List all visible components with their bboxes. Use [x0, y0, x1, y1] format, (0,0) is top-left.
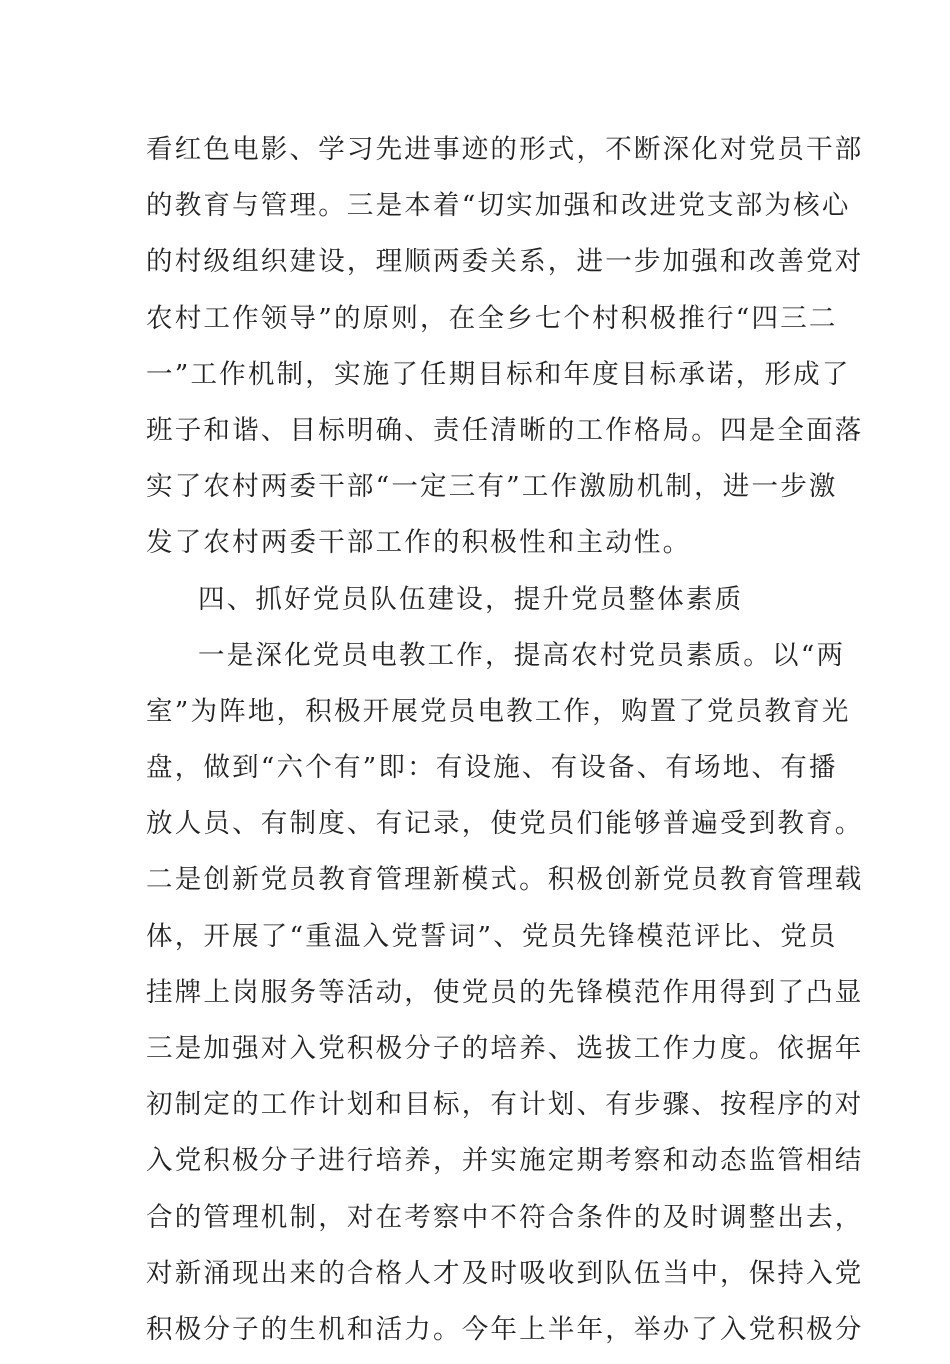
body-line: 的教育与管理。三是本着“切实加强和改进党支部为核心: [146, 190, 851, 222]
body-line: 三是加强对入党积极分子的培养、选拔工作力度。依据年: [146, 1033, 864, 1064]
body-line: 的村级组织建设，理顺两委关系，进一步加强和改善党对: [146, 246, 864, 278]
document-body: [146, 128, 864, 1364]
body-line: 入党积极分子进行培养，并实施定期考察和动态监管相结: [146, 1145, 864, 1177]
body-line: 实了农村两委干部“一定三有”工作激励机制，进一步激: [146, 471, 838, 503]
body-line: 看红色电影、学习先进事迹的形式，不断深化对党员干部: [146, 134, 864, 165]
body-line: 农村工作领导”的原则，在全乡七个村积极推行“四三二: [146, 302, 838, 334]
body-line: 二是创新党员教育管理新模式。积极创新党员教育管理载: [146, 864, 864, 896]
body-line: 班子和谐、目标明确、责任清晰的工作格局。四是全面落: [146, 414, 864, 446]
body-line: 一是深化党员电教工作，提高农村党员素质。以“两: [198, 639, 846, 671]
body-line: 对新涌现出来的合格人才及时吸收到队伍当中，保持入党: [146, 1257, 864, 1289]
body-line: 积极分子的生机和活力。今年上半年，举办了入党积极分: [146, 1313, 864, 1345]
body-line: 初制定的工作计划和目标，有计划、有步骤、按程序的对: [146, 1089, 864, 1121]
section-heading: 四、抓好党员队伍建设，提升党员整体素质: [198, 583, 744, 615]
body-line: 放人员、有制度、有记录，使党员们能够普遍受到教育。: [146, 808, 864, 840]
body-line: 盘，做到“六个有”即：有设施、有设备、有场地、有播: [146, 752, 838, 784]
body-line: 一”工作机制，实施了任期目标和年度目标承诺，形成了: [146, 358, 851, 390]
body-line: 合的管理机制，对在考察中不符合条件的及时调整出去，: [146, 1201, 864, 1233]
body-line: 发了农村两委干部工作的积极性和主动性。: [146, 527, 692, 559]
body-line: 挂牌上岗服务等活动，使党员的先锋模范作用得到了凸显: [146, 976, 864, 1008]
body-line: 体，开展了“重温入党誓词”、党员先锋模范评比、党员: [146, 920, 838, 952]
body-line: 室”为阵地，积极开展党员电教工作，购置了党员教育光: [146, 695, 851, 727]
